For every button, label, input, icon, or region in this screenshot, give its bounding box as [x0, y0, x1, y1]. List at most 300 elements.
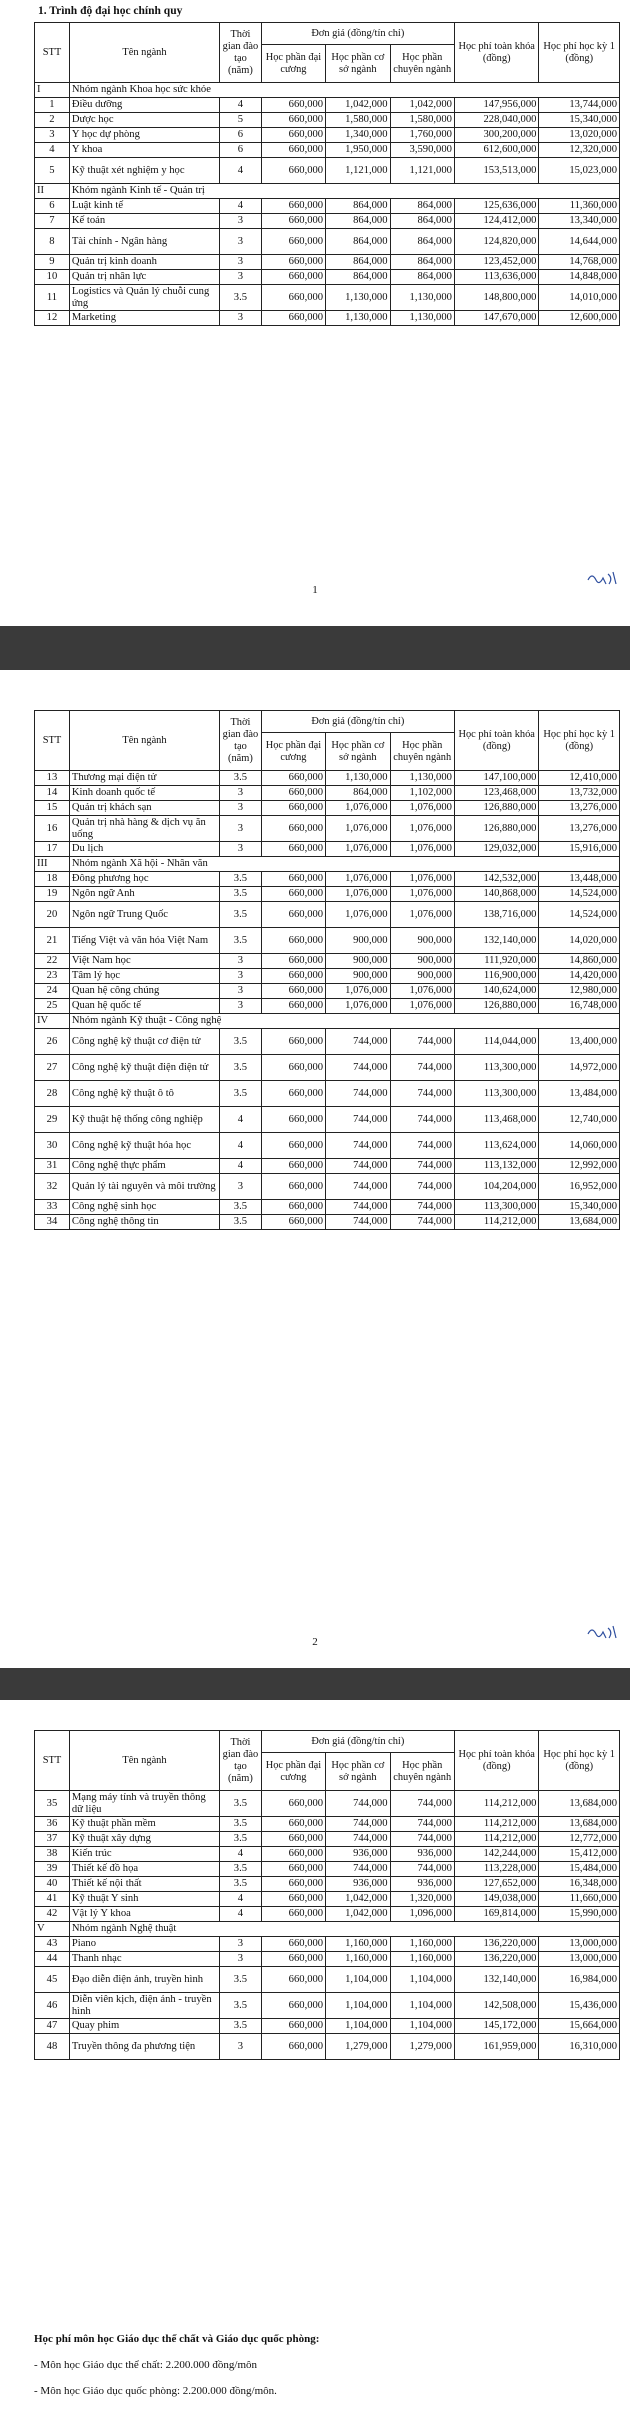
- row-number: 5: [35, 158, 70, 184]
- basic-course-price: 1,950,000: [326, 143, 390, 158]
- total-tuition: 300,200,000: [454, 128, 539, 143]
- row-number: 9: [35, 255, 70, 270]
- major-name: Dược học: [69, 113, 219, 128]
- specialized-course-price: 1,042,000: [390, 98, 454, 113]
- semester-1-tuition: 12,320,000: [539, 143, 620, 158]
- specialized-course-price: 744,000: [390, 1832, 454, 1847]
- duration-years: 6: [220, 143, 262, 158]
- total-tuition: 148,800,000: [454, 285, 539, 311]
- table-row: [35, 887, 620, 902]
- total-tuition: 111,920,000: [454, 954, 539, 969]
- semester-1-tuition: 14,524,000: [539, 902, 620, 928]
- semester-1-tuition: 12,410,000: [539, 771, 620, 786]
- major-name: Logistics và Quản lý chuỗi cung ứng: [69, 285, 219, 311]
- general-course-price: 660,000: [261, 771, 325, 786]
- specialized-course-price: 1,102,000: [390, 786, 454, 801]
- general-course-price: 660,000: [261, 1877, 325, 1892]
- duration-years: 3.5: [220, 285, 262, 311]
- semester-1-tuition: 13,684,000: [539, 1215, 620, 1230]
- major-name: Mạng máy tính và truyền thông dữ liệu: [69, 1791, 219, 1817]
- row-number: 43: [35, 1937, 70, 1952]
- basic-course-price: 1,076,000: [326, 816, 390, 842]
- total-tuition: 113,300,000: [454, 1055, 539, 1081]
- table-row: [35, 1817, 620, 1832]
- semester-1-tuition: 12,992,000: [539, 1159, 620, 1174]
- general-course-price: 660,000: [261, 1937, 325, 1952]
- header-total: Học phí toàn khóa (đồng): [454, 23, 539, 83]
- total-tuition: 126,880,000: [454, 801, 539, 816]
- total-tuition: 113,624,000: [454, 1133, 539, 1159]
- duration-years: 4: [220, 98, 262, 113]
- row-number: 48: [35, 2034, 70, 2060]
- table-row: [35, 842, 620, 857]
- semester-1-tuition: 16,748,000: [539, 999, 620, 1014]
- group-number: II: [35, 184, 70, 199]
- basic-course-price: 900,000: [326, 954, 390, 969]
- general-course-price: 660,000: [261, 285, 325, 311]
- basic-course-price: 1,104,000: [326, 1967, 390, 1993]
- document-page-1: [0, 0, 630, 626]
- major-name: Kỹ thuật phần mềm: [69, 1817, 219, 1832]
- total-tuition: 113,636,000: [454, 270, 539, 285]
- row-number: 46: [35, 1993, 70, 2019]
- major-name: Điều dưỡng: [69, 98, 219, 113]
- semester-1-tuition: 11,360,000: [539, 199, 620, 214]
- header-stt: STT: [35, 711, 70, 771]
- semester-1-tuition: 14,010,000: [539, 285, 620, 311]
- general-course-price: 660,000: [261, 1892, 325, 1907]
- semester-1-tuition: 13,000,000: [539, 1937, 620, 1952]
- semester-1-tuition: 15,664,000: [539, 2019, 620, 2034]
- general-course-price: 660,000: [261, 1200, 325, 1215]
- table-row: [35, 984, 620, 999]
- table-row: [35, 999, 620, 1014]
- group-number: I: [35, 83, 70, 98]
- header-unit-price: Đơn giá (đồng/tín chỉ): [261, 23, 454, 45]
- specialized-course-price: 744,000: [390, 1029, 454, 1055]
- semester-1-tuition: 14,768,000: [539, 255, 620, 270]
- table-row: [35, 1029, 620, 1055]
- major-name: Kiến trúc: [69, 1847, 219, 1862]
- major-name: Công nghệ sinh học: [69, 1200, 219, 1215]
- general-course-price: 660,000: [261, 872, 325, 887]
- row-number: 15: [35, 801, 70, 816]
- basic-course-price: 936,000: [326, 1877, 390, 1892]
- specialized-course-price: 1,076,000: [390, 842, 454, 857]
- specialized-course-price: 744,000: [390, 1081, 454, 1107]
- total-tuition: 136,220,000: [454, 1937, 539, 1952]
- total-tuition: 113,300,000: [454, 1081, 539, 1107]
- table-row: [35, 872, 620, 887]
- table-row: [35, 255, 620, 270]
- row-number: 33: [35, 1200, 70, 1215]
- specialized-course-price: 744,000: [390, 1159, 454, 1174]
- table-row: [35, 1159, 620, 1174]
- total-tuition: 138,716,000: [454, 902, 539, 928]
- group-row: [35, 184, 620, 199]
- major-name: Quan hệ công chúng: [69, 984, 219, 999]
- total-tuition: 114,212,000: [454, 1817, 539, 1832]
- major-name: Du lịch: [69, 842, 219, 857]
- duration-years: 3: [220, 842, 262, 857]
- total-tuition: 147,956,000: [454, 98, 539, 113]
- semester-1-tuition: 13,684,000: [539, 1817, 620, 1832]
- specialized-course-price: 1,104,000: [390, 1993, 454, 2019]
- table-row: [35, 1791, 620, 1817]
- basic-course-price: 1,279,000: [326, 2034, 390, 2060]
- row-number: 1: [35, 98, 70, 113]
- specialized-course-price: 936,000: [390, 1847, 454, 1862]
- header-semester-1: Học phí học kỳ 1 (đồng): [539, 711, 620, 771]
- specialized-course-price: 1,076,000: [390, 801, 454, 816]
- total-tuition: 132,140,000: [454, 1967, 539, 1993]
- major-name: Tâm lý học: [69, 969, 219, 984]
- semester-1-tuition: 15,436,000: [539, 1993, 620, 2019]
- total-tuition: 132,140,000: [454, 928, 539, 954]
- duration-years: 3: [220, 999, 262, 1014]
- fee-table-page-3: [34, 1730, 620, 2060]
- row-number: 28: [35, 1081, 70, 1107]
- general-course-price: 660,000: [261, 786, 325, 801]
- table-row: [35, 1215, 620, 1230]
- general-course-price: 660,000: [261, 255, 325, 270]
- basic-course-price: 1,580,000: [326, 113, 390, 128]
- general-course-price: 660,000: [261, 1952, 325, 1967]
- page-number: 1: [312, 584, 318, 596]
- major-name: Ngôn ngữ Anh: [69, 887, 219, 902]
- specialized-course-price: 744,000: [390, 1791, 454, 1817]
- row-number: 34: [35, 1215, 70, 1230]
- specialized-course-price: 1,580,000: [390, 113, 454, 128]
- general-course-price: 660,000: [261, 128, 325, 143]
- specialized-course-price: 744,000: [390, 1133, 454, 1159]
- total-tuition: 153,513,000: [454, 158, 539, 184]
- semester-1-tuition: 16,310,000: [539, 2034, 620, 2060]
- basic-course-price: 1,160,000: [326, 1952, 390, 1967]
- major-name: Vật lý Y khoa: [69, 1907, 219, 1922]
- duration-years: 6: [220, 128, 262, 143]
- specialized-course-price: 744,000: [390, 1817, 454, 1832]
- duration-years: 4: [220, 1847, 262, 1862]
- major-name: Quản trị kinh doanh: [69, 255, 219, 270]
- total-tuition: 169,814,000: [454, 1907, 539, 1922]
- major-name: Luật kinh tế: [69, 199, 219, 214]
- group-number: III: [35, 857, 70, 872]
- document-page-3: [0, 1700, 630, 2433]
- general-course-price: 660,000: [261, 1993, 325, 2019]
- semester-1-tuition: 15,340,000: [539, 1200, 620, 1215]
- semester-1-tuition: 16,984,000: [539, 1967, 620, 1993]
- table-row: [35, 902, 620, 928]
- table-row: [35, 1174, 620, 1200]
- general-course-price: 660,000: [261, 984, 325, 999]
- table-row: [35, 1862, 620, 1877]
- table-header-row: [35, 711, 620, 733]
- row-number: 10: [35, 270, 70, 285]
- table-row: [35, 786, 620, 801]
- basic-course-price: 744,000: [326, 1174, 390, 1200]
- duration-years: 4: [220, 1107, 262, 1133]
- semester-1-tuition: 13,000,000: [539, 1952, 620, 1967]
- specialized-course-price: 744,000: [390, 1055, 454, 1081]
- notes-line: - Môn học Giáo dục thể chất: 2.200.000 đồng/môn: [34, 2359, 258, 2371]
- specialized-course-price: 900,000: [390, 969, 454, 984]
- semester-1-tuition: 13,276,000: [539, 801, 620, 816]
- duration-years: 4: [220, 158, 262, 184]
- major-name: Quản trị nhà hàng & dịch vụ ăn uống: [69, 816, 219, 842]
- semester-1-tuition: 12,772,000: [539, 1832, 620, 1847]
- duration-years: 4: [220, 1907, 262, 1922]
- total-tuition: 142,244,000: [454, 1847, 539, 1862]
- major-name: Ngôn ngữ Trung Quốc: [69, 902, 219, 928]
- basic-course-price: 864,000: [326, 214, 390, 229]
- fee-table-page-2: [34, 710, 620, 1230]
- major-name: Công nghệ thực phẩm: [69, 1159, 219, 1174]
- table-header-row: [35, 23, 620, 45]
- general-course-price: 660,000: [261, 1055, 325, 1081]
- basic-course-price: 1,076,000: [326, 984, 390, 999]
- duration-years: 3.5: [220, 887, 262, 902]
- specialized-course-price: 1,104,000: [390, 1967, 454, 1993]
- basic-course-price: 744,000: [326, 1200, 390, 1215]
- general-course-price: 660,000: [261, 1907, 325, 1922]
- basic-course-price: 864,000: [326, 229, 390, 255]
- general-course-price: 660,000: [261, 999, 325, 1014]
- basic-course-price: 1,104,000: [326, 1993, 390, 2019]
- duration-years: 4: [220, 199, 262, 214]
- specialized-course-price: 1,160,000: [390, 1952, 454, 1967]
- duration-years: 3.5: [220, 1055, 262, 1081]
- basic-course-price: 864,000: [326, 255, 390, 270]
- row-number: 20: [35, 902, 70, 928]
- major-name: Kỹ thuật hệ thống công nghiệp: [69, 1107, 219, 1133]
- duration-years: 3: [220, 214, 262, 229]
- notes-heading: Học phí môn học Giáo dục thể chất và Giáo dục quốc phòng:: [34, 2333, 320, 2345]
- row-number: 18: [35, 872, 70, 887]
- duration-years: 3: [220, 801, 262, 816]
- duration-years: 3: [220, 270, 262, 285]
- basic-course-price: 1,076,000: [326, 999, 390, 1014]
- header-total: Học phí toàn khóa (đồng): [454, 711, 539, 771]
- group-row: [35, 83, 620, 98]
- duration-years: 3.5: [220, 1967, 262, 1993]
- specialized-course-price: 864,000: [390, 255, 454, 270]
- header-major: Tên ngành: [69, 711, 219, 771]
- duration-years: 5: [220, 113, 262, 128]
- general-course-price: 660,000: [261, 1133, 325, 1159]
- semester-1-tuition: 13,448,000: [539, 872, 620, 887]
- header-specialized-courses: Học phần chuyên ngành: [390, 733, 454, 771]
- basic-course-price: 864,000: [326, 199, 390, 214]
- row-number: 29: [35, 1107, 70, 1133]
- total-tuition: 147,100,000: [454, 771, 539, 786]
- specialized-course-price: 864,000: [390, 270, 454, 285]
- duration-years: 3.5: [220, 1832, 262, 1847]
- semester-1-tuition: 15,916,000: [539, 842, 620, 857]
- semester-1-tuition: 13,744,000: [539, 98, 620, 113]
- header-unit-price: Đơn giá (đồng/tín chỉ): [261, 711, 454, 733]
- row-number: 21: [35, 928, 70, 954]
- basic-course-price: 1,104,000: [326, 2019, 390, 2034]
- semester-1-tuition: 15,340,000: [539, 113, 620, 128]
- group-number: V: [35, 1922, 70, 1937]
- specialized-course-price: 744,000: [390, 1862, 454, 1877]
- row-number: 11: [35, 285, 70, 311]
- table-row: [35, 1832, 620, 1847]
- basic-course-price: 744,000: [326, 1215, 390, 1230]
- general-course-price: 660,000: [261, 113, 325, 128]
- basic-course-price: 744,000: [326, 1791, 390, 1817]
- basic-course-price: 744,000: [326, 1029, 390, 1055]
- semester-1-tuition: 14,060,000: [539, 1133, 620, 1159]
- major-name: Quay phim: [69, 2019, 219, 2034]
- specialized-course-price: 1,121,000: [390, 158, 454, 184]
- duration-years: 3: [220, 1952, 262, 1967]
- header-specialized-courses: Học phần chuyên ngành: [390, 45, 454, 83]
- general-course-price: 660,000: [261, 887, 325, 902]
- row-number: 22: [35, 954, 70, 969]
- duration-years: 3.5: [220, 1862, 262, 1877]
- duration-years: 3: [220, 954, 262, 969]
- semester-1-tuition: 12,980,000: [539, 984, 620, 999]
- header-major: Tên ngành: [69, 23, 219, 83]
- duration-years: 3.5: [220, 1200, 262, 1215]
- header-total: Học phí toàn khóa (đồng): [454, 1731, 539, 1791]
- notes-line: - Môn học Giáo dục quốc phòng: 2.200.000 đồng/môn.: [34, 2385, 277, 2397]
- basic-course-price: 864,000: [326, 786, 390, 801]
- semester-1-tuition: 14,848,000: [539, 270, 620, 285]
- table-row: [35, 285, 620, 311]
- row-number: 32: [35, 1174, 70, 1200]
- row-number: 17: [35, 842, 70, 857]
- specialized-course-price: 1,076,000: [390, 887, 454, 902]
- table-row: [35, 158, 620, 184]
- table-row: [35, 1892, 620, 1907]
- duration-years: 3.5: [220, 1029, 262, 1055]
- duration-years: 3.5: [220, 1817, 262, 1832]
- major-name: Piano: [69, 1937, 219, 1952]
- duration-years: 4: [220, 1892, 262, 1907]
- general-course-price: 660,000: [261, 311, 325, 326]
- table-row: [35, 128, 620, 143]
- row-number: 4: [35, 143, 70, 158]
- major-name: Quản lý tài nguyên và môi trường: [69, 1174, 219, 1200]
- basic-course-price: 900,000: [326, 928, 390, 954]
- basic-course-price: 1,130,000: [326, 771, 390, 786]
- duration-years: 3.5: [220, 1215, 262, 1230]
- general-course-price: 660,000: [261, 214, 325, 229]
- row-number: 25: [35, 999, 70, 1014]
- major-name: Y học dự phòng: [69, 128, 219, 143]
- total-tuition: 113,228,000: [454, 1862, 539, 1877]
- major-name: Quan hệ quốc tế: [69, 999, 219, 1014]
- row-number: 40: [35, 1877, 70, 1892]
- duration-years: 3: [220, 1174, 262, 1200]
- general-course-price: 660,000: [261, 1832, 325, 1847]
- semester-1-tuition: 13,732,000: [539, 786, 620, 801]
- basic-course-price: 1,160,000: [326, 1937, 390, 1952]
- general-course-price: 660,000: [261, 928, 325, 954]
- basic-course-price: 1,130,000: [326, 285, 390, 311]
- major-name: Kỹ thuật xét nghiệm y học: [69, 158, 219, 184]
- header-duration: Thời gian đào tạo (năm): [220, 711, 262, 771]
- specialized-course-price: 1,130,000: [390, 771, 454, 786]
- duration-years: 3.5: [220, 1791, 262, 1817]
- general-course-price: 660,000: [261, 1174, 325, 1200]
- duration-years: 3: [220, 984, 262, 999]
- major-name: Thanh nhạc: [69, 1952, 219, 1967]
- major-name: Kinh doanh quốc tế: [69, 786, 219, 801]
- table-row: [35, 1967, 620, 1993]
- major-name: Y khoa: [69, 143, 219, 158]
- table-row: [35, 143, 620, 158]
- total-tuition: 142,532,000: [454, 872, 539, 887]
- header-semester-1: Học phí học kỳ 1 (đồng): [539, 1731, 620, 1791]
- major-name: Đông phương học: [69, 872, 219, 887]
- row-number: 41: [35, 1892, 70, 1907]
- duration-years: 4: [220, 1159, 262, 1174]
- specialized-course-price: 744,000: [390, 1215, 454, 1230]
- major-name: Công nghệ kỹ thuật hóa học: [69, 1133, 219, 1159]
- table-row: [35, 113, 620, 128]
- header-duration: Thời gian đào tạo (năm): [220, 23, 262, 83]
- duration-years: 3.5: [220, 2019, 262, 2034]
- total-tuition: 123,452,000: [454, 255, 539, 270]
- group-name: Nhóm ngành Xã hội - Nhân văn: [69, 857, 619, 872]
- specialized-course-price: 864,000: [390, 229, 454, 255]
- row-number: 30: [35, 1133, 70, 1159]
- duration-years: 3: [220, 2034, 262, 2060]
- header-general-courses: Học phần đại cương: [261, 733, 325, 771]
- major-name: Kỹ thuật xây dựng: [69, 1832, 219, 1847]
- general-course-price: 660,000: [261, 229, 325, 255]
- general-course-price: 660,000: [261, 1791, 325, 1817]
- header-stt: STT: [35, 1731, 70, 1791]
- header-stt: STT: [35, 23, 70, 83]
- row-number: 36: [35, 1817, 70, 1832]
- table-row: [35, 1847, 620, 1862]
- general-course-price: 660,000: [261, 902, 325, 928]
- header-specialized-courses: Học phần chuyên ngành: [390, 1753, 454, 1791]
- specialized-course-price: 3,590,000: [390, 143, 454, 158]
- specialized-course-price: 1,760,000: [390, 128, 454, 143]
- specialized-course-price: 1,096,000: [390, 1907, 454, 1922]
- general-course-price: 660,000: [261, 1862, 325, 1877]
- basic-course-price: 744,000: [326, 1055, 390, 1081]
- major-name: Quản trị khách sạn: [69, 801, 219, 816]
- table-row: [35, 1081, 620, 1107]
- semester-1-tuition: 11,660,000: [539, 1892, 620, 1907]
- total-tuition: 116,900,000: [454, 969, 539, 984]
- table-row: [35, 199, 620, 214]
- group-row: [35, 1922, 620, 1937]
- general-course-price: 660,000: [261, 143, 325, 158]
- specialized-course-price: 1,076,000: [390, 999, 454, 1014]
- group-name: Nhóm ngành Khoa học sức khỏe: [69, 83, 619, 98]
- table-row: [35, 816, 620, 842]
- semester-1-tuition: 16,952,000: [539, 1174, 620, 1200]
- specialized-course-price: 744,000: [390, 1174, 454, 1200]
- duration-years: 3: [220, 229, 262, 255]
- specialized-course-price: 864,000: [390, 214, 454, 229]
- signature-mark: [586, 568, 620, 588]
- duration-years: 3: [220, 311, 262, 326]
- row-number: 24: [35, 984, 70, 999]
- general-course-price: 660,000: [261, 199, 325, 214]
- total-tuition: 114,212,000: [454, 1215, 539, 1230]
- group-name: Nhóm ngành Nghệ thuật: [69, 1922, 619, 1937]
- table-row: [35, 1993, 620, 2019]
